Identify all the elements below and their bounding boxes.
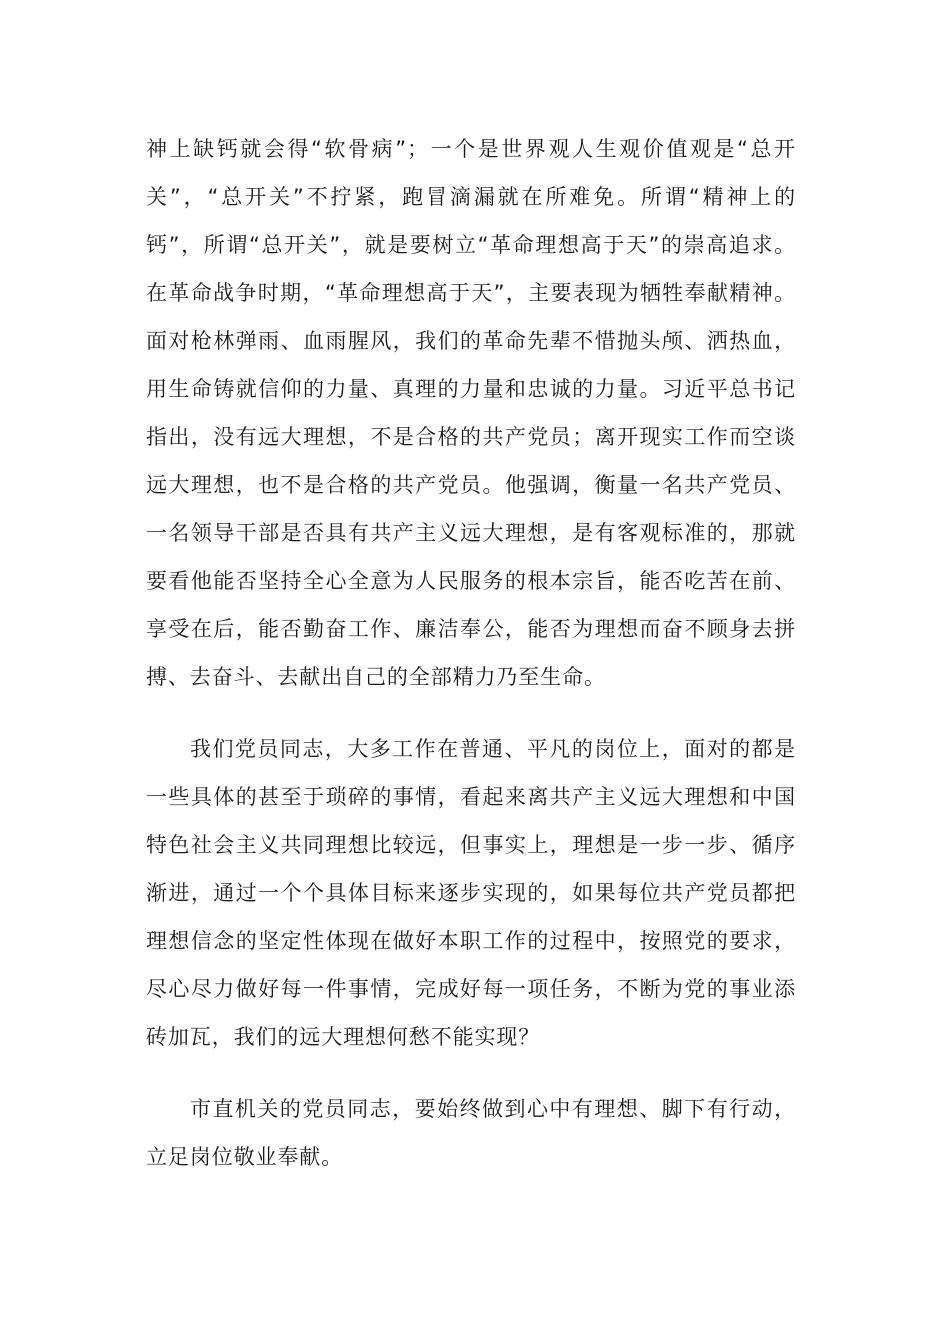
paragraph-party-members: 我们党员同志，大多工作在普通、平凡的岗位上，面对的都是一些具体的甚至于琐碎的事情，看起来离共产主义远大理想和中国特色社会主义共同理想比较远，但事实上，理想是一步一步、循序渐进，通过一个个具体目标来逐步实现的，如果每位共产党员都把理想信念的坚定性体现在做好本职工作的过程中，按照党的要求，尽心尽力做好每一件事情，完成好每一项任务，不断为党的事业添砖加瓦，我们的远大理想何愁不能实现？ [146,737,796,1049]
paragraph-municipal-organs: 市直机关的党员同志，要始终做到心中有理想、脚下有行动，立足岗位敬业奉献。 [146,1097,796,1169]
document-body [146,125,796,1181]
paragraph-continuation: 神上缺钙就会得“软骨病”；一个是世界观人生观价值观是“总开关”，“总开关”不拧紧，跑冒滴漏就在所难免。所谓“精神上的钙”，所谓“总开关”，就是要树立“革命理想高于天”的崇高追求。在革命战争时期，“革命理想高于天”，主要表现为牺牲奉献精神。面对枪林弹雨、血雨腥风，我们的革命先辈不惜抛头颅、洒热血，用生命铸就信仰的力量、真理的力量和忠诚的力量。习近平总书记指出，没有远大理想，不是合格的共产党员；离开现实工作而空谈远大理想，也不是合格的共产党员。他强调，衡量一名共产党员、一名领导干部是否具有共产主义远大理想，是有客观标准的，那就要看他能否坚持全心全意为人民服务的根本宗旨，能否吃苦在前、享受在后，能否勤奋工作、廉洁奉公，能否为理想而奋不顾身去拼搏、去奋斗、去献出自己的全部精力乃至生命。 [146,137,796,689]
